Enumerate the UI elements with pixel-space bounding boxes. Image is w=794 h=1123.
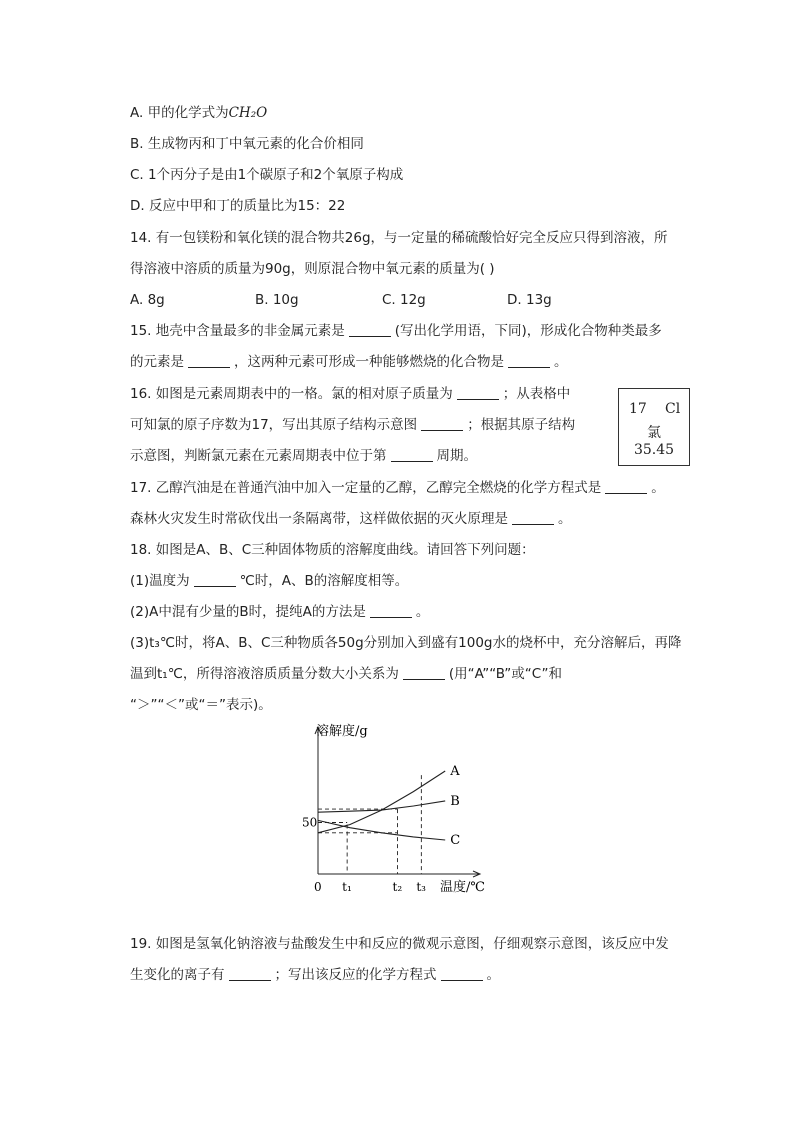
q16-line3 [130,446,477,466]
q19-text-2a: 生变化的离子有 [130,967,225,983]
q16-text-3b: 周期。 [436,448,477,464]
chart-guides [318,775,421,874]
q13-option-c: C. 1个丙分子是由1个碳原子和2个氧原子构成 [130,167,404,183]
q13-option-a-text: A. 甲的化学式为 [130,105,229,121]
q14-line1: 14. 有一包镁粉和氧化镁的混合物共26g，与一定量的稀硫酸恰好完全反应只得到溶液，所 [130,230,668,246]
q17-line1 [130,478,665,498]
q17-text-2b: 。 [558,511,572,527]
q14-option-c: C. 12g [382,292,426,308]
q15-line2 [130,352,568,372]
q17-text-2a: 森林火灾发生时常砍伐出一条隔离带，这样做依据的灭火原理是 [130,511,508,527]
q18-text-1b: ℃时，A、B的溶解度相等。 [239,573,409,589]
answer-blank[interactable] [403,665,445,680]
q15-text-1a: 15. 地壳中含量最多的非金属元素是 [130,323,345,339]
q14-option-d: D. 13g [507,292,552,308]
answer-blank[interactable] [508,353,550,368]
answer-blank[interactable] [370,603,412,618]
series-c-curve [318,820,445,840]
series-a-label: A [450,764,460,779]
atomic-number: 17 [629,401,647,417]
chart-curves [318,771,445,840]
q13-option-a [130,103,267,123]
series-c-label: C [450,833,461,849]
answer-blank[interactable] [229,966,271,981]
q19-line1: 19. 如图是氢氧化钠溶液与盐酸发生中和反应的微观示意图，仔细观察示意图，该反应中发 [130,936,669,952]
q18-part2 [130,602,429,622]
series-a-curve [318,771,445,833]
answer-blank[interactable] [349,322,391,337]
q13-formula: CH₂O [228,105,268,121]
q18-text-3c: (用“A”“B”或“C”和 [448,666,562,682]
solubility-chart [290,718,510,900]
q16-text-1a: 16. 如图是元素周期表中的一格。氯的相对原子质量为 [130,386,453,402]
atomic-mass: 35.45 [633,442,675,458]
q17-text-1b: 。 [651,480,665,496]
x-tick-0: 0 [314,880,322,894]
q14-option-a: A. 8g [130,292,165,308]
q18-part1 [130,571,408,591]
x-tick-2: t₂ [392,880,403,894]
q13-option-d: D. 反应中甲和丁的质量比为15：22 [130,198,346,214]
answer-blank[interactable] [421,416,463,431]
q16-text-2a: 可知氯的原子序数为17，写出其原子结构示意图 [130,417,418,433]
q16-text-1b: ；从表格中 [502,386,571,402]
answer-blank[interactable] [441,966,483,981]
y-tick-50: 50 [302,815,318,830]
q18-text-2a: (2)A中混有少量的B时，提纯A的方法是 [130,604,366,620]
x-axis-label: 温度/℃ [440,880,485,895]
q18-text-3b: 温到t₁℃，所得溶液溶质质量分数大小关系为 [130,666,399,682]
q15-text-2c: 。 [554,354,568,370]
q15-text-1b: (写出化学用语，下同)，形成化合物种类最多 [394,323,662,339]
answer-blank[interactable] [512,510,554,525]
q16-line1 [130,384,570,404]
q18-part3-line1: (3)t₃℃时，将A、B、C三种物质各50g分别加入到盛有100g水的烧杯中，充分溶解后，再降 [130,635,682,651]
element-symbol: Cl [665,401,681,417]
q19-text-2b: ；写出该反应的化学方程式 [274,967,437,983]
x-tick-3: t₃ [416,880,426,894]
q17-line2 [130,509,572,529]
series-b-label: B [450,793,460,809]
q14-line2: 得溶液中溶质的质量为90g，则原混合物中氧元素的质量为( ) [130,261,495,277]
element-name: 氯 [647,425,661,441]
y-axis-label: 溶解度/g [316,724,368,739]
q14-option-b: B. 10g [255,292,299,308]
q15-text-2b: ，这两种元素可形成一种能够燃烧的化合物是 [234,354,504,370]
q15-line1 [130,321,662,341]
q18-text-2b: 。 [415,604,430,620]
q19-text-2c: 。 [486,967,500,983]
q16-text-2b: ；根据其原子结构 [467,417,576,433]
q13-option-b: B. 生成物丙和丁中氧元素的化合价相同 [130,136,364,152]
answer-blank[interactable] [457,385,499,400]
answer-blank[interactable] [194,572,236,587]
q18-text-1a: (1)温度为 [130,573,190,589]
answer-blank[interactable] [605,479,647,494]
x-tick-1: t₁ [342,880,352,894]
q19-line2 [130,965,500,985]
series-b-curve [318,801,445,812]
q16-text-3a: 示意图，判断氯元素在元素周期表中位于第 [130,448,387,464]
q18-intro: 18. 如图是A、B、C三种固体物质的溶解度曲线。请回答下列问题： [130,542,535,558]
q14-options [130,290,552,310]
periodic-table-cell [618,388,690,466]
q18-part3-line3: “＞”“＜”或“＝”表示)。 [130,697,272,713]
q15-text-2a: 的元素是 [130,354,184,370]
q18-part3-line2 [130,664,562,684]
answer-blank[interactable] [391,447,433,462]
q17-text-1a: 17. 乙醇汽油是在普通汽油中加入一定量的乙醇，乙醇完全燃烧的化学方程式是 [130,480,602,496]
q16-line2 [130,415,575,435]
answer-blank[interactable] [188,353,230,368]
